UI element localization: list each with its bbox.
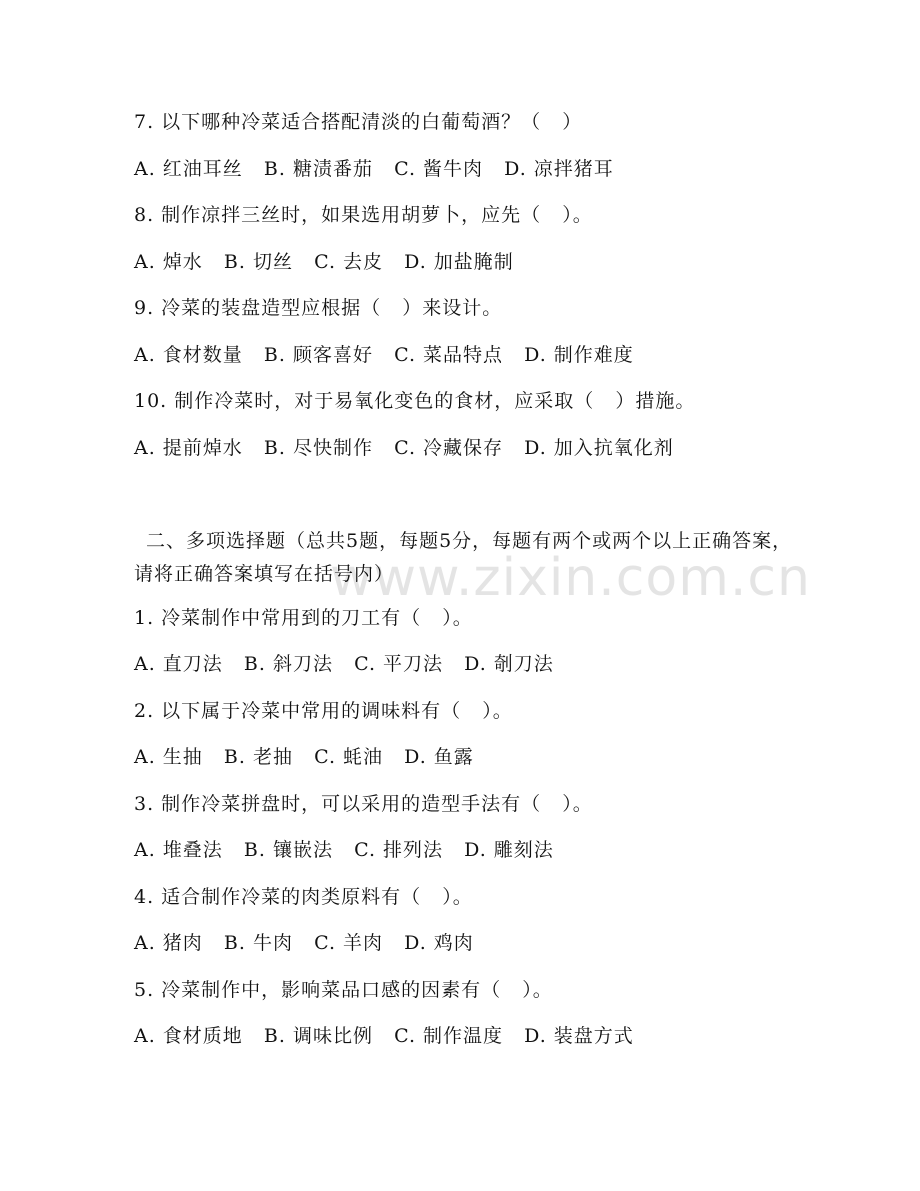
question-options: A. 生抽 B. 老抽 C. 蚝油 D. 鱼露 bbox=[134, 746, 474, 768]
question-stem: 2. 以下属于冷菜中常用的调味料有（ ）。 bbox=[134, 700, 513, 722]
question-options: A. 焯水 B. 切丝 C. 去皮 D. 加盐腌制 bbox=[134, 251, 514, 273]
question-stem: 4. 适合制作冷菜的肉类原料有（ ）。 bbox=[134, 886, 473, 908]
question-stem: 7. 以下哪种冷菜适合搭配清淡的白葡萄酒？（ ） bbox=[134, 111, 583, 133]
section-heading: 二、多项选择题（总共5题，每题5分，每题有两个或两个以上正确答案，请将正确答案填写在括号内） bbox=[134, 530, 793, 585]
watermark-text: www.zixin.com.cn bbox=[330, 548, 811, 608]
question-options: A. 红油耳丝 B. 糖渍番茄 C. 酱牛肉 D. 凉拌猪耳 bbox=[134, 158, 614, 180]
question-options: A. 堆叠法 B. 镶嵌法 C. 排列法 D. 雕刻法 bbox=[134, 839, 554, 861]
question-options: A. 直刀法 B. 斜刀法 C. 平刀法 D. 剞刀法 bbox=[134, 653, 554, 675]
question-options: A. 食材数量 B. 顾客喜好 C. 菜品特点 D. 制作难度 bbox=[134, 344, 634, 366]
question-stem: 5. 冷菜制作中，影响菜品口感的因素有（ ）。 bbox=[134, 979, 553, 1001]
question-stem: 10. 制作冷菜时，对于易氧化变色的食材，应采取（ ）措施。 bbox=[134, 390, 696, 412]
question-stem: 8. 制作凉拌三丝时，如果选用胡萝卜，应先（ ）。 bbox=[134, 204, 593, 226]
question-options: A. 猪肉 B. 牛肉 C. 羊肉 D. 鸡肉 bbox=[134, 932, 474, 954]
question-stem: 3. 制作冷菜拼盘时，可以采用的造型手法有（ ）。 bbox=[134, 793, 593, 815]
question-options: A. 提前焯水 B. 尽快制作 C. 冷藏保存 D. 加入抗氧化剂 bbox=[134, 437, 674, 459]
question-stem: 1. 冷菜制作中常用到的刀工有（ ）。 bbox=[134, 607, 473, 629]
question-stem: 9. 冷菜的装盘造型应根据（ ）来设计。 bbox=[134, 297, 503, 319]
question-options: A. 食材质地 B. 调味比例 C. 制作温度 D. 装盘方式 bbox=[134, 1025, 634, 1047]
